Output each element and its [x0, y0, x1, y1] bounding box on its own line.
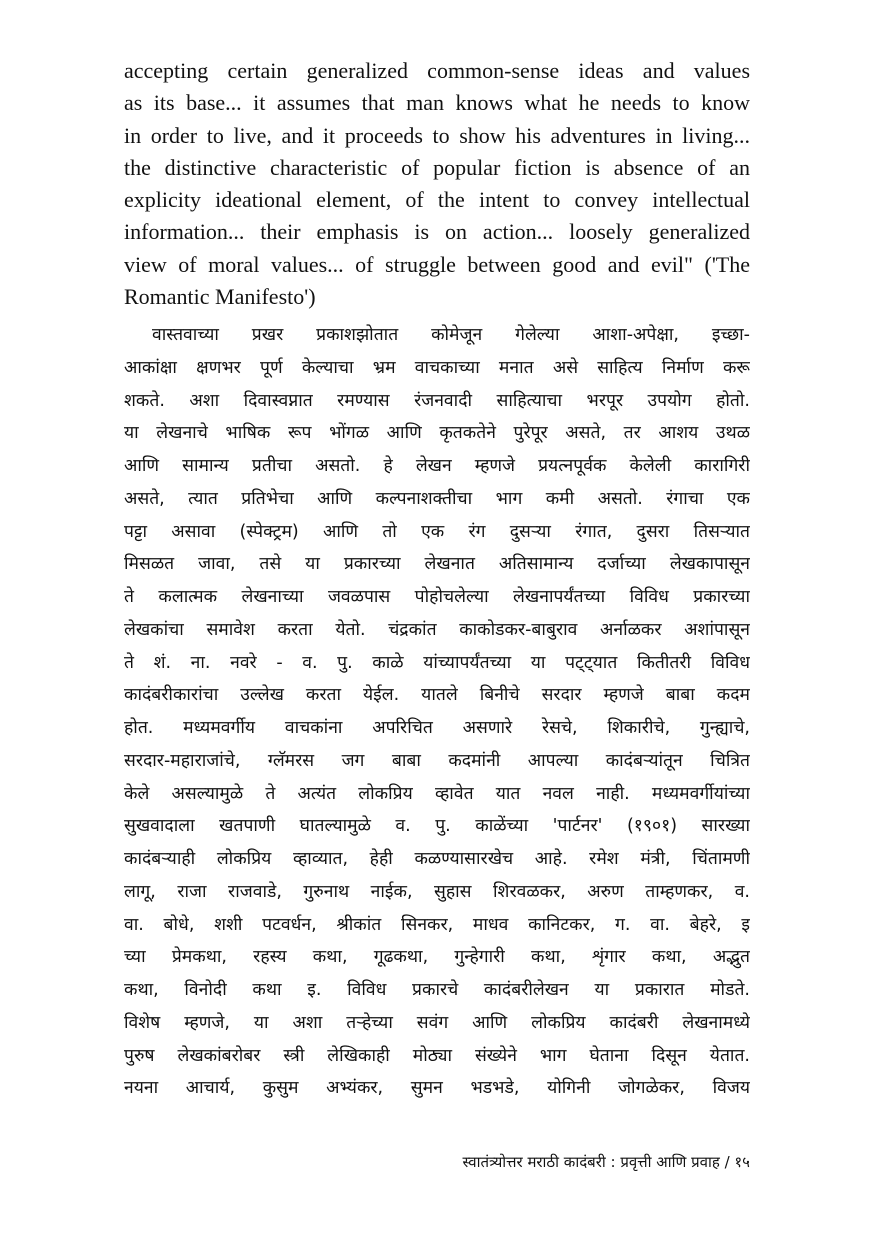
quote-line: as its base... it assumes that man knows what he needs to know [124, 90, 750, 116]
paragraph-line: आणि सामान्य प्रतीचा असतो. हे लेखन म्हणजे प्रयत्नपूर्वक केलेली कारागिरी [124, 456, 750, 476]
paragraph-line: ते शं. ना. नवरे - व. पु. काळे यांच्यापर्यंतच्या या पट्ट्यात कितीतरी विविध [124, 652, 750, 673]
paragraph-line: आकांक्षा क्षणभर पूर्ण केल्याचा भ्रम वाचकाच्या मनात असे साहित्य निर्माण करू [124, 357, 750, 378]
quote-line: view of moral values... of struggle between good and evil" ('The [124, 251, 750, 277]
paragraph-line: होत. मध्यमवर्गीय वाचकांना अपरिचित असणारे रेसचे, शिकारीचे, गुन्ह्याचे, [124, 718, 750, 738]
quote-line: Romantic Manifesto') [124, 284, 316, 310]
paragraph-line: या लेखनाचे भाषिक रूप भोंगळ आणि कृतकतेने पुरेपूर असते, तर आशय उथळ [124, 423, 750, 444]
english-quote [124, 55, 750, 313]
paragraph-line: सरदार-महाराजांचे, ग्लॅमरस जग बाबा कदमांनी आपल्या कादंबऱ्यांतून चित्रित [124, 750, 750, 771]
paragraph-line: पुरुष लेखकांबरोबर स्त्री लेखिकाही मोठ्या संख्येने भाग घेताना दिसून येतात. [124, 1045, 750, 1066]
quote-line: accepting certain generalized common-sense ideas and values [124, 58, 750, 83]
paragraph-line: शकते. अशा दिवास्वप्नात रमण्यास रंजनवादी साहित्याचा भरपूर उपयोग होतो. [124, 390, 750, 411]
paragraph-line: केले असल्यामुळे ते अत्यंत लोकप्रिय व्हावेत यात नवल नाही. मध्यमवर्गीयांच्या [124, 783, 750, 804]
paragraph-line: वास्तवाच्या प्रखर प्रकाशझोतात कोमेजून गेलेल्या आशा-अपेक्षा, इच्छा- [152, 325, 750, 345]
paragraph-line: नयना आचार्य, कुसुम अभ्यंकर, सुमन भडभडे, योगिनी जोगळेकर, विजय [124, 1078, 750, 1099]
paragraph-line: वा. बोधे, शशी पटवर्धन, श्रीकांत सिनकर, माधव कानिटकर, ग. वा. बेहरे, इ [124, 914, 750, 935]
running-footer: स्वातंत्र्योत्तर मराठी कादंबरी : प्रवृत्ती आणि प्रवाह / १५ [462, 1153, 750, 1171]
paragraph-line: ते कलात्मक लेखनाच्या जवळपास पोहोचलेल्या लेखनापर्यंतच्या विविध प्रकारच्या [124, 587, 750, 607]
paragraph-line: मिसळत जावा, तसे या प्रकारच्या लेखनात अतिसामान्य दर्जाच्या लेखकापासून [124, 554, 750, 575]
paragraph-line: कादंबऱ्याही लोकप्रिय व्हाव्यात, हेही कळण्यासारखेच आहे. रमेश मंत्री, चिंतामणी [124, 849, 750, 869]
marathi-paragraph [124, 319, 750, 1105]
paragraph-line: लेखकांचा समावेश करता येतो. चंद्रकांत काकोडकर-बाबुराव अर्नाळकर अशांपासून [124, 619, 750, 640]
paragraph-line: लागू, राजा राजवाडे, गुरुनाथ नाईक, सुहास शिरवळकर, अरुण ताम्हणकर, व. [124, 881, 750, 902]
paragraph-line: सुखवादाला खतपाणी घातल्यामुळे व. पु. काळेंच्या 'पार्टनर' (१९०१) सारख्या [124, 816, 750, 837]
paragraph-line: कादंबरीकारांचा उल्लेख करता येईल. यातले बिनीचे सरदार म्हणजे बाबा कदम [124, 685, 750, 706]
paragraph-line: पट्टा असावा (स्पेक्ट्रम) आणि तो एक रंग दुसऱ्या रंगात, दुसरा तिसऱ्यात [124, 521, 750, 542]
paragraph-line: विशेष म्हणजे, या अशा तऱ्हेच्या सवंग आणि लोकप्रिय कादंबरी लेखनामध्ये [124, 1012, 750, 1033]
paragraph-line: कथा, विनोदी कथा इ. विविध प्रकारचे कादंबरीलेखन या प्रकारात मोडते. [124, 980, 750, 1000]
quote-line: information... their emphasis is on action... loosely generalized [124, 219, 750, 245]
paragraph-line: असते, त्यात प्रतिभेचा आणि कल्पनाशक्तीचा भाग कमी असतो. रंगाचा एक [124, 488, 750, 509]
paragraph-line: च्या प्रेमकथा, रहस्य कथा, गूढकथा, गुन्हेगारी कथा, शृंगार कथा, अद्भुत [124, 947, 750, 968]
quote-line: in order to live, and it proceeds to show his adventures in living... [124, 122, 750, 148]
quote-line: explicity ideational element, of the intent to convey intellectual [124, 187, 750, 213]
quote-line: the distinctive characteristic of popular fiction is absence of an [124, 154, 750, 180]
